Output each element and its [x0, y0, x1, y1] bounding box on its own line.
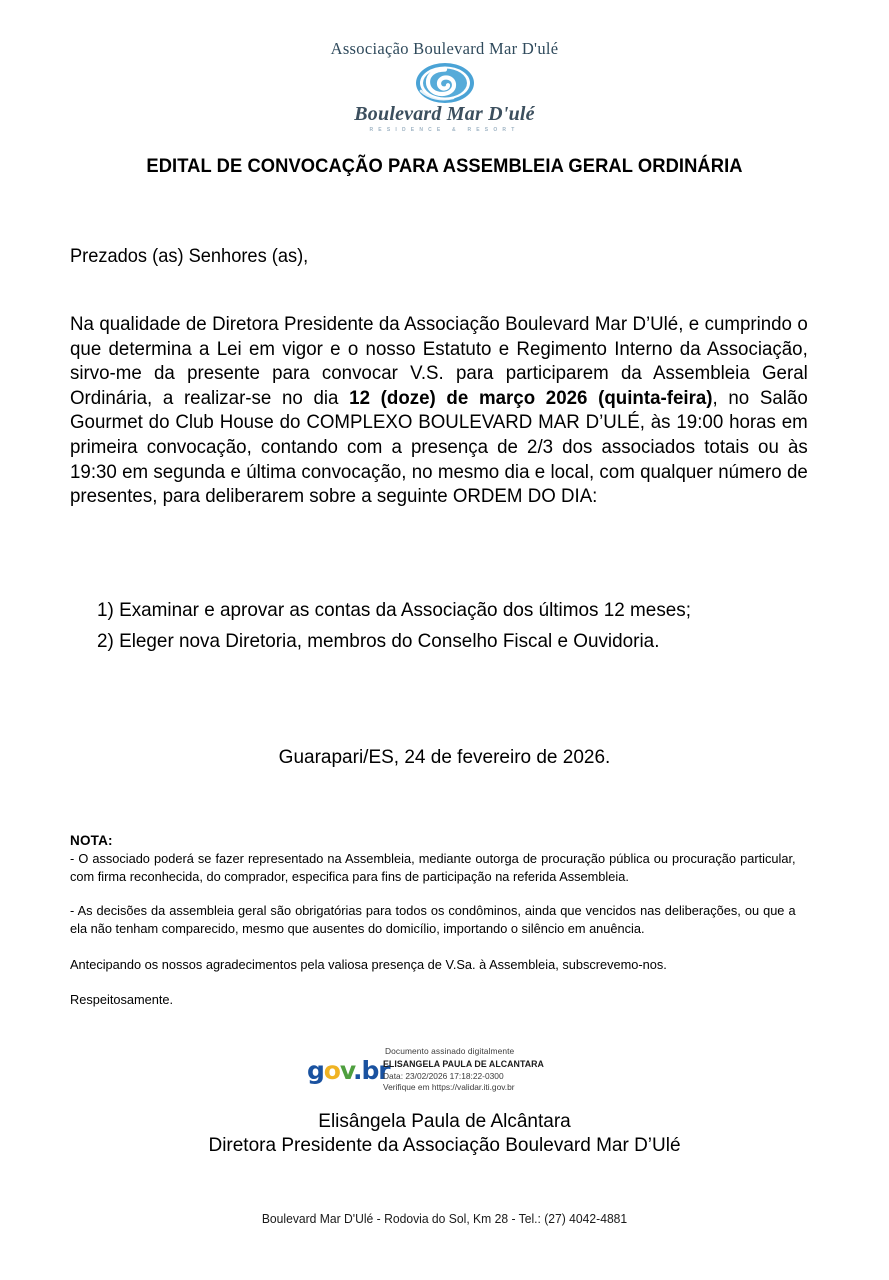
brand-tagline: RESIDENCE & RESORT: [369, 127, 520, 134]
nota-paragraph-1: - O associado poderá se fazer representado na Assembleia, mediante outorga de procuração pública ou procuração particular, com firma reconhecida, do comprador, especifica para fins de participação na referida Assembleia.: [70, 851, 796, 884]
meeting-date-bold: 12 (doze) de março 2026 (quinta-feira): [349, 387, 713, 409]
page-title: EDITAL DE CONVOCAÇÃO PARA ASSEMBLEIA GERAL ORDINÁRIA: [146, 155, 743, 177]
digital-signature-stamp: [307, 1046, 607, 1094]
nota-paragraph-2: - As decisões da assembleia geral são obrigatórias para todos os condôminos, ainda que vencidos nas deliberações, ou que a ela não tenham comparecido, mesmo que ausentes do domicílio, importando o silêncio em anuência.: [70, 903, 796, 936]
signatory-role: Diretora Presidente da Associação Boulevard Mar D’Ulé: [208, 1135, 681, 1156]
emblem-wrapper: [0, 60, 889, 106]
signed-digitally-label: Documento assinado digitalmente: [385, 1046, 515, 1056]
signature-block: [0, 1110, 889, 1158]
govbr-logo-v: v: [339, 1056, 354, 1085]
govbr-logo-dot: .: [353, 1056, 362, 1085]
govbr-logo-o: o: [323, 1056, 340, 1085]
gov-stamp-row: [307, 1058, 607, 1094]
govbr-logo-icon: [307, 1056, 390, 1085]
signer-name: ELISANGELA PAULA DE ALCANTARA: [383, 1059, 544, 1069]
list-item: 2) Eleger nova Diretoria, membros do Conselho Fiscal e Ouvidoria.: [97, 630, 660, 652]
main-paragraph-part2: , no Salão Gourmet do Club House do COMPLEXO BOULEVARD MAR D’ULÉ, às 19:00 horas em primeira convocação, contando com a presença de 2/3 dos associados totais ou às 19:30 em segunda e última convocação, no mesmo dia e local, com qualquer número de presentes, para deliberarem sobre a seguinte ORDEM DO DIA:: [70, 387, 808, 508]
govbr-logo-g: g: [307, 1056, 324, 1085]
main-paragraph-part1: Na qualidade de Diretora Presidente da Associação Boulevard Mar D’Ulé, e cumprindo o que determina a Lei em vigor e o nosso Estatuto e Regimento Interno da Associação, sirvo-me da presente para convocar V.S. para participarem da Assembleia Geral Ordinária, a realizar-se no dia: [70, 314, 808, 409]
letterhead-logo: [0, 40, 889, 133]
page-footer: Boulevard Mar D'Ulé - Rodovia do Sol, Km 28 - Tel.: (27) 4042-4881: [261, 1212, 628, 1226]
association-name: Associação Boulevard Mar D'ulé: [330, 39, 559, 58]
gov-signature-info: [383, 1058, 544, 1094]
salutation: Prezados (as) Senhores (as),: [70, 246, 309, 267]
govbr-logo-br: br: [361, 1056, 390, 1085]
spiral-wave-emblem-icon: [411, 61, 479, 105]
document-body: [70, 245, 819, 529]
list-item: 1) Examinar e aprovar as contas da Associação dos últimos 12 meses;: [97, 599, 692, 621]
signatory-name: Elisângela Paula de Alcântara: [318, 1111, 571, 1132]
nota-heading: NOTA:: [70, 833, 113, 848]
signature-verify-url: Verifique em https://validar.iti.gov.br: [383, 1082, 515, 1092]
thanks-paragraph: Antecipando os nossos agradecimentos pela valiosa presença de V.Sa. à Assembleia, subscrevemo-nos.: [70, 957, 667, 972]
signature-date: Data: 23/02/2026 17:18:22-0300: [383, 1070, 504, 1081]
main-paragraph: [70, 313, 808, 510]
respectfully-line: Respeitosamente.: [70, 991, 174, 1007]
agenda-list: [97, 595, 817, 657]
brand-wordmark: Boulevard Mar D'ulé: [354, 103, 535, 126]
place-and-date: Guarapari/ES, 24 de fevereiro de 2026.: [278, 747, 611, 768]
nota-section: [70, 833, 818, 1021]
